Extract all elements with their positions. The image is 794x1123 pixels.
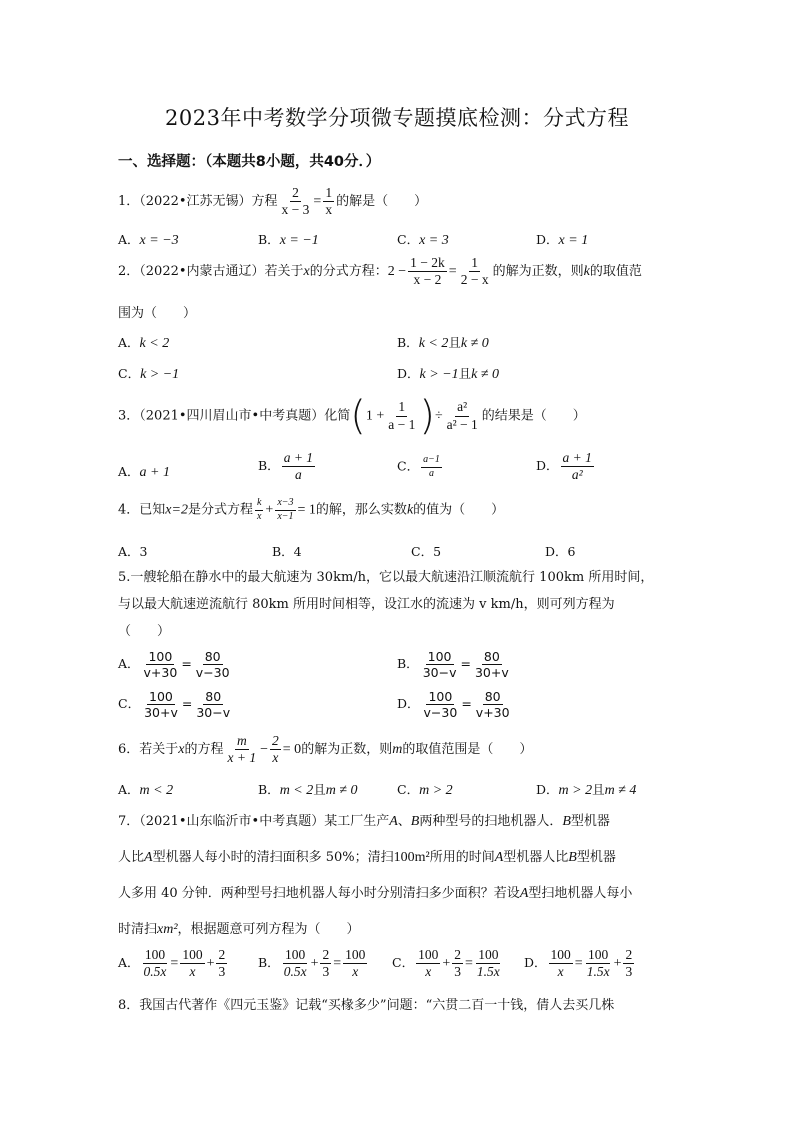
q6-frac-b-den: x xyxy=(272,750,279,766)
question-8-line1: 8．我国古代著作《四元玉鉴》记载“买椽多少”问题：“六贯二百一十钱，倩人去买几株 xyxy=(118,998,615,1013)
q1-c-label: C． xyxy=(397,232,420,247)
q7-a-n3: 2 xyxy=(216,948,227,964)
q3-frac-b-den: a² − 1 xyxy=(446,416,478,432)
q6-minus: − xyxy=(260,742,269,758)
q7-var-a4: A xyxy=(519,886,529,901)
q3-frac-b xyxy=(445,400,480,431)
q4-option-a[interactable]: A．3 xyxy=(118,544,148,559)
q5-c-label: C． xyxy=(118,696,141,712)
q7-c-frac1 xyxy=(416,948,440,979)
q5-a-label: A． xyxy=(118,656,140,672)
q7-sep: 、 xyxy=(397,814,411,829)
q4-var-k: k xyxy=(406,502,414,518)
q3-div: ÷ xyxy=(434,408,443,424)
q6-frac-a-num: m xyxy=(235,734,249,750)
q7-c-frac2 xyxy=(452,948,463,979)
q7-c-frac3 xyxy=(475,948,502,979)
question-6-stem xyxy=(118,734,532,765)
q7-b-d3: x xyxy=(352,964,359,980)
q4-option-b[interactable]: B．4 xyxy=(272,544,302,559)
q4-frac-a xyxy=(255,498,263,522)
q1-b-math: x = −1 xyxy=(279,233,319,248)
q7-b-n2: 2 xyxy=(320,948,331,964)
q5-b-frac1 xyxy=(421,650,459,679)
q1-d-label: D． xyxy=(536,232,559,247)
q7-option-d[interactable] xyxy=(524,948,636,979)
q5-d-eq: = xyxy=(461,696,472,712)
q3-option-d[interactable] xyxy=(536,451,596,482)
q5-b-n2: 80 xyxy=(483,649,500,664)
q6-option-b[interactable] xyxy=(258,780,358,799)
q2-b-math: k < 2 xyxy=(418,336,449,351)
q5-option-d[interactable] xyxy=(397,690,514,719)
q5-b-label: B． xyxy=(397,656,419,672)
q2-stem-post: 的取值范 xyxy=(589,264,642,280)
q7-var-a: A xyxy=(389,814,398,829)
question-5-line1: 5.一艘轮船在静水中的最大航速为 30km/h，它以最大航速沿江顺流航行 100km 所用时间， xyxy=(118,570,654,585)
q6-d-math: m > 2 xyxy=(558,783,593,798)
q5-b-frac2 xyxy=(473,650,511,679)
q5-a-frac2 xyxy=(194,650,232,679)
q6-var-x: x xyxy=(178,742,185,758)
q7-var-b3: B xyxy=(568,850,577,865)
q1-d-math: x = 1 xyxy=(558,233,589,248)
q7-d-n3: 2 xyxy=(623,948,634,964)
q2-option-d[interactable] xyxy=(397,364,499,383)
q6-c-math: m > 2 xyxy=(419,783,453,798)
q7-d-label: D． xyxy=(524,955,547,971)
q7-a-eq: = xyxy=(170,956,179,972)
q5-d-n1: 100 xyxy=(428,689,453,704)
q5-option-b[interactable] xyxy=(397,650,513,679)
q3-paren-left: ( xyxy=(350,393,366,439)
q2-frac-a-num: 1 − 2k xyxy=(408,256,447,272)
q6-a-math: m < 2 xyxy=(139,783,174,798)
q2-frac-a xyxy=(408,256,447,287)
q7-area: 100m² xyxy=(393,850,430,865)
q7-d-eq: = xyxy=(574,956,583,972)
q4-frac-b xyxy=(275,498,295,522)
question-5-line2: 与以最大航速逆流航行 80km 所用时间相等，设江水的流速为 v km/h，则可列方程为 xyxy=(118,597,615,612)
q7-d-n1: 100 xyxy=(549,948,573,964)
q7-var-a3: A xyxy=(494,850,504,865)
q7-d-frac3 xyxy=(623,948,634,979)
q5-c-n1: 100 xyxy=(149,689,173,704)
q2-c-math: k > −1 xyxy=(140,367,180,382)
q1-b-label: B． xyxy=(258,232,280,247)
q5-b-d1: 30−v xyxy=(422,665,457,681)
q7-line1-post: 型机器 xyxy=(570,814,610,829)
q2-d-math2: k ≠ 0 xyxy=(471,367,500,382)
q1-option-a[interactable] xyxy=(118,230,179,249)
q1-a-label: A． xyxy=(118,232,140,247)
q7-line2-mid2: 所用的时间 xyxy=(429,850,495,865)
q7-line1-mid: 两种型号的扫地机器人． xyxy=(419,814,563,829)
q4-stem-pre: 4．已知 xyxy=(118,502,166,518)
q3-a-label: A． xyxy=(118,464,140,479)
q7-line4-post: ，根据题意可列方程为（ ） xyxy=(177,922,360,937)
q7-b-d1: 0.5x xyxy=(283,964,307,980)
q5-c-frac1 xyxy=(142,690,180,719)
q7-a-label: A． xyxy=(118,955,140,971)
q2-var-x: x xyxy=(303,264,310,280)
q7-option-b[interactable] xyxy=(258,948,369,979)
q5-a-frac1 xyxy=(142,650,180,679)
q2-b-label: B． xyxy=(397,335,419,350)
q7-line4-math: xm² xyxy=(157,922,178,937)
q7-var-a2: A xyxy=(144,850,153,865)
q4-stem-post: 的值为（ ） xyxy=(413,502,505,518)
q7-a-frac3 xyxy=(216,948,227,979)
q1-option-c[interactable] xyxy=(397,230,449,249)
q5-c-d1: 30+v xyxy=(144,705,178,721)
q5-c-n2: 80 xyxy=(205,689,222,704)
q1-option-b[interactable] xyxy=(258,230,319,249)
q5-c-frac2 xyxy=(194,690,232,719)
q5-d-frac1 xyxy=(422,690,460,719)
q6-stem-post: 的取值范围是（ ） xyxy=(402,742,533,758)
q4-stem-mid: 是分式方程 xyxy=(187,502,253,518)
q4-frac-a-num: k xyxy=(255,498,263,511)
q3-b-frac xyxy=(282,451,315,482)
q6-option-c[interactable] xyxy=(397,780,453,799)
q2-d-text: 且 xyxy=(458,366,472,381)
q6-b-math2: m ≠ 0 xyxy=(325,783,358,798)
q7-a-n1: 100 xyxy=(143,948,167,964)
q3-b-den: a xyxy=(295,467,302,483)
q6-b-text: 且 xyxy=(313,782,326,797)
q6-option-d[interactable] xyxy=(536,780,636,799)
q7-d-frac2 xyxy=(585,948,612,979)
q7-a-n2: 100 xyxy=(180,948,204,964)
q3-b-num: a + 1 xyxy=(282,451,315,467)
q6-b-label: B． xyxy=(258,782,280,797)
q2-option-b[interactable] xyxy=(397,333,489,352)
q7-c-d1: x xyxy=(425,964,432,980)
q7-line4-pre: 时清扫 xyxy=(118,922,158,937)
q6-frac-a-den: x + 1 xyxy=(227,750,257,766)
q2-eq: = xyxy=(448,264,457,280)
q1-stem-pre: 1．（2022•江苏无锡）方程 xyxy=(118,194,278,210)
q7-d-d1: x xyxy=(557,964,564,980)
q6-option-a[interactable] xyxy=(118,780,173,799)
q2-frac-a-den: x − 2 xyxy=(413,272,442,288)
q4-math1: x=2 xyxy=(165,502,188,518)
q6-d-label: D． xyxy=(536,782,559,797)
q7-line2-mid: 型机器人每小时的清扫面积多 50%；清扫 xyxy=(152,850,394,865)
q2-frac-b xyxy=(459,256,491,287)
question-2-stem xyxy=(118,256,642,287)
q1-eq: = xyxy=(313,194,322,210)
q6-stem-mid2: 的解为正数，则 xyxy=(301,742,393,758)
q7-b-n1: 100 xyxy=(283,948,307,964)
q2-d-label: D． xyxy=(397,366,420,381)
q7-option-a[interactable] xyxy=(118,948,229,979)
q7-line1-pre: 7．（2021•山东临沂市•中考真题）某工厂生产 xyxy=(118,814,390,829)
q3-option-a[interactable] xyxy=(118,462,170,481)
q2-b-math2: k ≠ 0 xyxy=(460,336,489,351)
page-title: 2023年中考数学分项微专题摸底检测：分式方程 xyxy=(165,106,629,130)
q6-rhs: = 0 xyxy=(282,742,302,758)
q3-d-den: a² xyxy=(571,467,583,483)
question-7-line4 xyxy=(118,918,360,938)
q6-stem-pre: 6．若关于 xyxy=(118,742,179,758)
q3-frac-a-den: a − 1 xyxy=(388,416,416,432)
q7-c-n2: 2 xyxy=(452,948,463,964)
q7-a-frac1 xyxy=(142,948,169,979)
q1-frac-a-den: x − 3 xyxy=(281,202,310,218)
q7-b-frac2 xyxy=(320,948,331,979)
question-3-stem xyxy=(118,393,586,439)
q1-frac-b-den: x xyxy=(325,202,333,218)
question-4-stem xyxy=(118,498,504,522)
q5-d-d1: v−30 xyxy=(423,705,458,721)
q7-d-d2: 1.5x xyxy=(586,964,610,980)
q5-d-label: D． xyxy=(397,696,420,712)
q4-stem-mid2: 的解，那么实数 xyxy=(315,502,407,518)
q3-paren-right: ) xyxy=(419,393,435,439)
q7-a-d3: 3 xyxy=(218,964,226,980)
q2-expr-pre: 2 − xyxy=(387,264,407,280)
q5-b-d2: 30+v xyxy=(474,665,509,681)
q4-rhs: = 1 xyxy=(297,502,316,518)
question-7-line3 xyxy=(118,882,632,902)
q4-option-c[interactable]: C．5 xyxy=(411,544,442,559)
q3-b-label: B． xyxy=(258,458,280,474)
question-1-stem xyxy=(118,186,427,217)
q1-option-d[interactable] xyxy=(536,230,588,249)
q7-line3-post: 型扫地机器人每小 xyxy=(528,886,633,901)
q1-a-math: x = −3 xyxy=(139,233,179,248)
q4-frac-a-den: x xyxy=(256,510,262,522)
q1-stem-post: 的解是（ ） xyxy=(336,194,428,210)
q3-a-math: a + 1 xyxy=(139,465,170,480)
q2-stem-pre: 2．（2022•内蒙古通辽）若关于 xyxy=(118,264,304,280)
q7-b-d2: 3 xyxy=(322,964,330,980)
q6-var-m: m xyxy=(392,742,403,758)
q7-c-plus: + xyxy=(442,956,451,972)
q5-d-n2: 80 xyxy=(484,689,501,704)
q7-line3-text: 人多用 40 分钟．两种型号扫地机器人每小时分别清扫多少面积？若设 xyxy=(118,886,520,901)
q2-frac-b-num: 1 xyxy=(469,256,480,272)
q3-c-den: a xyxy=(428,467,434,479)
q5-c-d2: 30−v xyxy=(196,705,231,721)
q7-b-n3: 100 xyxy=(343,948,367,964)
q2-b-text: 且 xyxy=(448,335,461,350)
q1-frac-b-num: 1 xyxy=(323,186,334,202)
q5-a-n1: 100 xyxy=(148,649,173,664)
q1-frac-b xyxy=(323,186,334,217)
q6-d-text: 且 xyxy=(592,782,605,797)
q5-b-n1: 100 xyxy=(427,649,452,664)
q3-d-frac xyxy=(561,451,594,482)
q4-frac-b-num: x−3 xyxy=(275,498,295,511)
q7-line2-mid3: 型机器人比 xyxy=(503,850,569,865)
q2-c-label: C． xyxy=(118,366,141,381)
q7-var-b: B xyxy=(410,814,420,829)
q2-a-math: k < 2 xyxy=(139,336,170,351)
q3-frac-a xyxy=(386,400,417,431)
q7-b-frac1 xyxy=(282,948,309,979)
q7-a-plus: + xyxy=(206,956,215,972)
q6-frac-b xyxy=(270,734,281,765)
q2-option-a[interactable] xyxy=(118,333,169,352)
q6-d-math2: m ≠ 4 xyxy=(604,783,637,798)
q7-line2-pre: 人比 xyxy=(118,850,145,865)
q7-d-frac1 xyxy=(549,948,573,979)
q7-b-label: B． xyxy=(258,955,280,971)
q3-c-label: C． xyxy=(397,458,420,474)
q7-d-d3: 3 xyxy=(625,964,633,980)
q3-d-label: D． xyxy=(536,458,559,474)
q6-a-label: A． xyxy=(118,782,140,797)
q7-c-n1: 100 xyxy=(416,948,440,964)
q3-one-plus: 1 + xyxy=(365,408,385,424)
q2-stem-mid: 的分式方程： xyxy=(309,264,388,280)
q5-a-d2: v−30 xyxy=(195,665,230,681)
q2-var-k: k xyxy=(583,264,590,280)
q3-option-c[interactable] xyxy=(397,455,444,479)
q1-frac-a-num: 2 xyxy=(290,186,301,202)
q3-stem-post: 的结果是（ ） xyxy=(481,408,586,424)
question-5-line3: （ ） xyxy=(118,624,171,639)
q7-b-frac3 xyxy=(343,948,367,979)
q4-frac-b-den: x−1 xyxy=(277,510,294,522)
q4-plus: + xyxy=(265,502,274,518)
q5-option-c[interactable] xyxy=(118,690,234,719)
q7-c-d2: 3 xyxy=(454,964,461,980)
q5-d-frac2 xyxy=(474,690,512,719)
q7-c-eq: = xyxy=(464,956,473,972)
q6-stem-mid: 的方程 xyxy=(184,742,224,758)
q2-stem-mid2: 的解为正数，则 xyxy=(492,264,584,280)
q2-option-c[interactable] xyxy=(118,364,179,383)
q1-c-math: x = 3 xyxy=(419,233,449,248)
q6-frac-b-num: 2 xyxy=(270,734,281,750)
q5-a-n2: 80 xyxy=(204,649,221,664)
q7-d-plus: + xyxy=(613,956,622,972)
q7-a-d2: x xyxy=(189,964,196,980)
q2-a-label: A． xyxy=(118,335,140,350)
q3-d-num: a + 1 xyxy=(561,451,594,467)
q5-c-eq: = xyxy=(181,696,193,712)
section-heading-choice: 一、选择题：（本题共8小题，共40分．） xyxy=(118,154,381,170)
q5-a-eq: = xyxy=(181,656,192,672)
q2-d-math: k > −1 xyxy=(419,367,459,382)
q1-frac-a xyxy=(280,186,312,217)
q3-frac-b-num: a² xyxy=(455,400,469,416)
q3-option-b[interactable] xyxy=(258,451,317,482)
q3-c-frac xyxy=(421,455,442,479)
q7-a-frac2 xyxy=(180,948,204,979)
q6-b-math: m < 2 xyxy=(279,783,314,798)
q3-c-num: a−1 xyxy=(421,455,442,468)
q7-c-d3: 1.5x xyxy=(476,964,500,980)
q5-option-a[interactable] xyxy=(118,650,234,679)
q6-frac-a xyxy=(226,734,259,765)
q7-c-n3: 100 xyxy=(476,948,500,964)
q7-b-eq: = xyxy=(333,956,342,972)
question-7-line2 xyxy=(118,846,616,866)
q7-a-d1: 0.5x xyxy=(143,964,167,980)
question-7-line1 xyxy=(118,810,610,830)
q7-c-label: C． xyxy=(392,955,415,971)
q2-frac-b-den: 2 − x xyxy=(460,272,489,288)
q7-b-plus: + xyxy=(310,956,319,972)
question-2-stem-line2: 围为（ ） xyxy=(118,306,197,321)
q3-frac-a-num: 1 xyxy=(396,400,407,416)
q5-d-d2: v+30 xyxy=(475,705,510,721)
q7-line2-post: 型机器 xyxy=(576,850,616,865)
q5-b-eq: = xyxy=(460,656,471,672)
q7-var-b2: B xyxy=(562,814,571,829)
q4-option-d[interactable]: D．6 xyxy=(545,544,576,559)
q7-d-n2: 100 xyxy=(586,948,610,964)
q6-c-label: C． xyxy=(397,782,420,797)
q3-stem-pre: 3．（2021•四川眉山市•中考真题）化简 xyxy=(118,408,351,424)
q5-a-d1: v+30 xyxy=(143,665,178,681)
q7-option-c[interactable] xyxy=(392,948,504,979)
